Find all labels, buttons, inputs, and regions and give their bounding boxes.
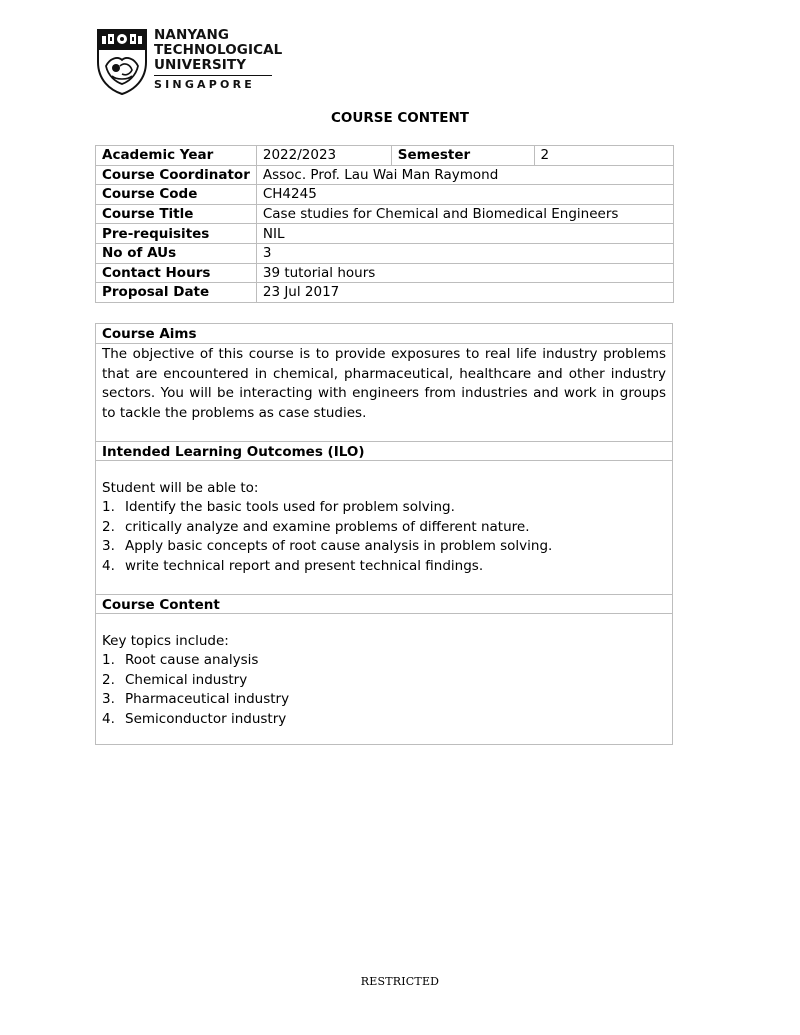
list-text: Identify the basic tools used for problem solving. [125, 499, 455, 516]
list-text: critically analyze and examine problems of different nature. [125, 518, 530, 535]
list-item [102, 498, 666, 517]
table-row [96, 185, 674, 205]
list-item [102, 518, 666, 537]
list-number: 2. [102, 518, 115, 535]
list-number: 1. [102, 499, 115, 516]
semester-value: 2 [534, 146, 673, 166]
logo-line: UNIVERSITY [154, 57, 247, 73]
table-row [96, 263, 674, 283]
course-details-box [95, 323, 673, 745]
logo-wordmark [154, 28, 282, 91]
list-item [102, 557, 666, 576]
list-number: 2. [102, 671, 115, 688]
course-aims-heading: Course Aims [96, 324, 672, 344]
table-row [96, 283, 674, 303]
page-title: COURSE CONTENT [330, 110, 469, 126]
list-text: Pharmaceutical industry [125, 691, 290, 708]
list-item [102, 537, 666, 556]
course-content-heading: Course Content [96, 594, 672, 614]
list-number: 3. [102, 538, 115, 555]
table-row [96, 224, 674, 244]
row-label: Pre-requisites [96, 224, 257, 244]
row-label: Course Title [96, 204, 257, 224]
course-content-list [96, 651, 672, 729]
logo-subline: SINGAPORE [154, 78, 255, 91]
list-number: 4. [102, 710, 115, 727]
course-aims-text: The objective of this course is to provide exposures to real life industry problems that are encountered in chemical, pharmaceutical, healthcare and other industry sectors. You will be interacting with engineers from industries and work in groups to tackle the problems as case studies. [102, 346, 666, 421]
row-label: Course Coordinator [96, 165, 257, 185]
row-label: Contact Hours [96, 263, 257, 283]
course-content-intro: Key topics include: [102, 633, 229, 650]
list-text: Chemical industry [125, 671, 248, 688]
list-text: Apply basic concepts of root cause analysis in problem solving. [125, 538, 553, 555]
ilo-intro: Student will be able to: [102, 480, 259, 496]
academic-year-label: Academic Year [96, 146, 257, 166]
row-value: 23 Jul 2017 [256, 283, 673, 303]
ntu-crest-icon [96, 28, 148, 96]
university-logo [96, 28, 286, 96]
list-number: 4. [102, 557, 115, 574]
logo-line: TECHNOLOGICAL [154, 42, 283, 58]
list-item [102, 651, 666, 670]
table-row [96, 165, 674, 185]
row-value: CH4245 [256, 185, 673, 205]
academic-year-value: 2022/2023 [256, 146, 391, 166]
list-item [102, 710, 666, 729]
list-item [102, 690, 666, 709]
row-value: Case studies for Chemical and Biomedical Engineers [256, 204, 673, 224]
row-label: No of AUs [96, 243, 257, 263]
list-item [102, 671, 666, 690]
list-number: 1. [102, 652, 115, 669]
row-value: 39 tutorial hours [256, 263, 673, 283]
table-row [96, 204, 674, 224]
row-value: NIL [256, 224, 673, 244]
list-number: 3. [102, 691, 115, 708]
course-info-table [95, 145, 674, 303]
list-text: write technical report and present technical findings. [125, 557, 484, 574]
row-label: Course Code [96, 185, 257, 205]
ilo-list [96, 498, 672, 576]
semester-label: Semester [391, 146, 534, 166]
row-value: Assoc. Prof. Lau Wai Man Raymond [256, 165, 673, 185]
ilo-heading: Intended Learning Outcomes (ILO) [96, 441, 672, 461]
logo-line: NANYANG [154, 27, 230, 43]
list-text: Root cause analysis [125, 652, 259, 669]
list-text: Semiconductor industry [125, 710, 287, 727]
table-row [96, 146, 674, 166]
classification-footer: RESTRICTED [360, 975, 440, 988]
table-row [96, 243, 674, 263]
row-label: Proposal Date [96, 283, 257, 303]
row-value: 3 [256, 243, 673, 263]
logo-divider [154, 75, 272, 76]
